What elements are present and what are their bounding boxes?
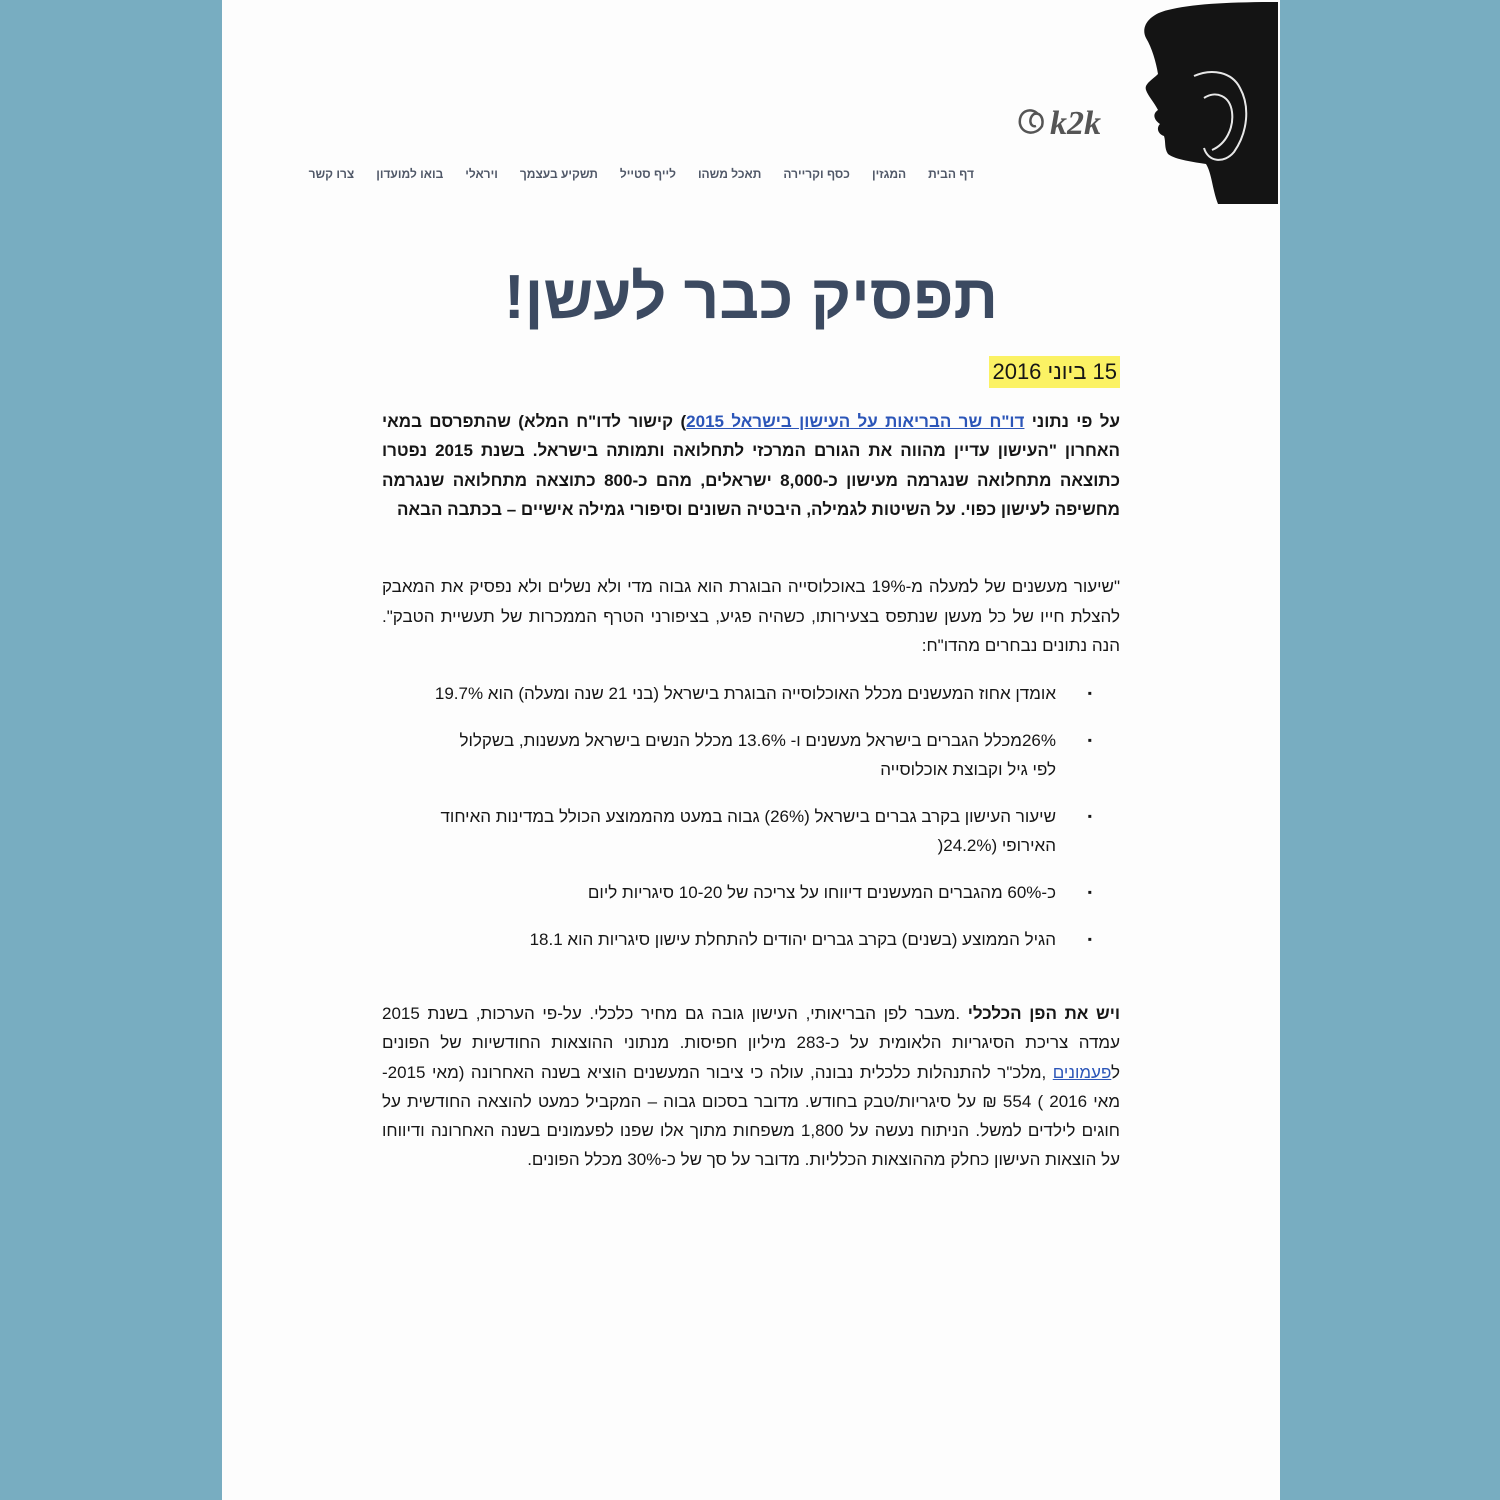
nav-item-viral[interactable]: ויראלי [465, 167, 498, 181]
list-item: ▪ שיעור העישון בקרב גברים בישראל (26%) גבוה במעט מהממוצע הכולל במדינות האיחוד האירופי (24.2%( [382, 802, 1120, 860]
nav-item-money-career[interactable]: כסף וקריירה [783, 167, 850, 181]
quote-paragraph: "שיעור מעשנים של למעלה מ-19% באוכלוסייה הבוגרת הוא גבוה מדי ולא נשלים ולא נפסיק את המאבק להצלת חייו של כל מעשן שנתפס בצעירותו, כשהיה פגיע, בציפורני הטרף הממכרות של תעשיית הטבק". הנה נתונים נבחרים מהדו"ח: [382, 577, 1120, 655]
nav-item-contact[interactable]: צרו קשר [308, 167, 355, 181]
economic-paragraph [382, 999, 1120, 1175]
list-item: ▪ הגיל הממוצע (בשנים) בקרב גברים יהודים להתחלת עישון סיגריות הוא 18.1 [382, 925, 1120, 954]
nav-item-home[interactable]: דף הבית [928, 167, 974, 181]
paamonim-link[interactable]: פעמונים [1052, 1062, 1112, 1082]
nav-item-club[interactable]: בואו למועדון [376, 167, 444, 181]
page-paper [222, 0, 1280, 1500]
site-logo[interactable] [968, 2, 1278, 204]
nav-item-magazine[interactable]: המגזין [871, 167, 907, 181]
list-item: ▪ כ-60% מהגברים המעשנים דיווחו על צריכה של 10-20 סיגריות ליום [382, 878, 1120, 907]
nav-item-lifestyle[interactable]: לייף סטייל [619, 167, 676, 181]
stats-list [382, 679, 1120, 972]
main-nav [309, 167, 974, 181]
intro-paragraph [382, 407, 1120, 524]
svg-text:k2k: k2k [1050, 105, 1101, 142]
economic-text-2: ,מלכ"ר להתנהלות כלכלית נבונה, עולה כי ציבור המעשנים הוציא בשנה האחרונה (מאי 2015-מאי 2016 ) 554 ₪ על סיגריות/טבק בחודש. מדובר בסכום גבוה – המקביל כמעט להוצאה החודשית על חוגים לילדים למשל. הניתוח נעשה על 1,800 משפחות מתוך אלו שפנו לפעמונים בשנה האחרונה ודיווחו על הוצאות העישון כחלק מההוצאות הכלליות. מדובר על סך של כ-30% מכלל הפונים. [382, 1062, 1120, 1170]
list-item: ▪ 26%מכלל הגברים בישראל מעשנים ו- 13.6% מכלל הנשים בישראל מעשנות, בשקלול לפי גיל וקבוצת אוכלוסייה [382, 726, 1120, 784]
nav-item-self-invest[interactable]: תשקיע בעצמך [519, 167, 598, 181]
intro-prefix: על פי נתוני [1024, 412, 1121, 431]
article-title: תפסיק כבר לעשן! [503, 263, 999, 332]
silhouette-logo-icon [968, 2, 1278, 204]
nav-item-food[interactable]: תאכל משהו [697, 167, 762, 181]
economic-text-1: .מעבר לפן הבריאותי, העישון גובה גם מחיר כלכלי. על-פי הערכות, בשנת 2015 עמדה צריכת הסיגריות הלאומית על כ-283 מיליון חפיסות. מנתוני ההוצאות החודשיות של הפונים ל [382, 1004, 1121, 1082]
economic-lead: ויש את הפן הכלכלי [967, 1004, 1120, 1023]
article-date: 15 ביוני 2016 [989, 356, 1120, 388]
list-item: ▪ אומדן אחוז המעשנים מכלל האוכלוסייה הבוגרת בישראל (בני 21 שנה ומעלה) הוא 19.7% [382, 679, 1120, 708]
report-link[interactable]: דו"ח שר הבריאות על העישון בישראל 2015 [686, 412, 1025, 431]
intro-suffix: ) קישור לדו"ח המלא) שהתפרסם במאי האחרון "העישון עדיין מהווה את הגורם המרכזי לתחלואה ותמותה בישראל. בשנת 2015 נפטרו כתוצאה מתחלואה שנגרמה מעישון כ-8,000 ישראלים, מהם כ-800 כתוצאה מתחלואה שנגרמה מחשיפה לעישון כפוי. על השיטות לגמילה, היבטיה השונים וסיפורי גמילה אישיים – בכתבה הבאה [382, 412, 1120, 519]
